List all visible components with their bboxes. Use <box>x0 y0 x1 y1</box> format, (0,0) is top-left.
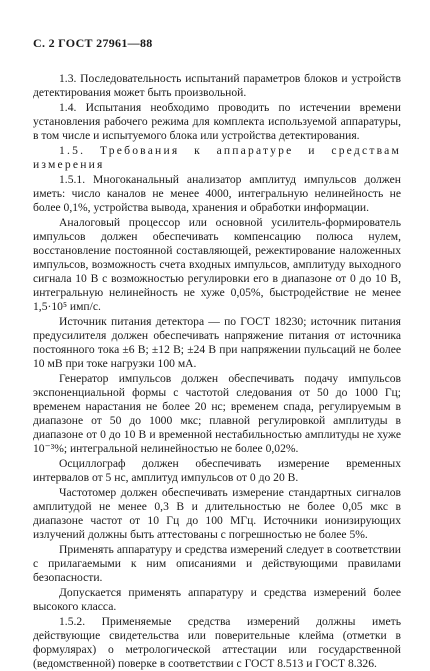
paragraph-1-3: 1.3. Последовательность испытаний параметров блоков и устройств детектирования может быть произвольной. <box>33 72 401 99</box>
page-header: С. 2 ГОСТ 27961—88 <box>33 36 153 50</box>
paragraph-higher-class: Допускается применять аппаратуру и средства измерений более высокого класса. <box>33 586 401 613</box>
paragraph-1-4: 1.4. Испытания необходимо проводить по истечении времени установления рабочего режима для комплекта используемой аппаратуры, в том числе и испытуемого блока или устройства детектирования. <box>33 101 401 142</box>
section-heading-1-5: 1.5. Требования к аппаратуре и средствам измерения <box>33 144 401 171</box>
paragraph-usage-rules: Применять аппаратуру и средства измерений следует в соответствии с прилагаемыми к ним описаниями и действующими правилами безопасности. <box>33 543 401 584</box>
paragraph-1-5-1: 1.5.1. Многоканальный анализатор амплитуд импульсов должен иметь: число каналов не менее 4000, интегральную нелинейность не более 0,1%, устройства вывода, хранения и обработки информации. <box>33 173 401 214</box>
paragraph-power-source: Источник питания детектора — по ГОСТ 18230; источник питания предусилителя должен обеспечивать напряжение питания от источника постоянного тока ±6 В; ±12 В; ±24 В при напряжении пульсаций не более 10 мВ при токе нагрузки 100 мА. <box>33 315 401 370</box>
paragraph-frequency-meter: Частотомер должен обеспечивать измерение стандартных сигналов амплитудой не менее 0,3 В и длительностью не более 0,05 мкс в диапазоне частот от 10 Гц до 100 МГц. Источники ионизирующих излучений должны быть аттестованы с погрешностью не более 5%. <box>33 486 401 541</box>
paragraph-pulse-generator: Генератор импульсов должен обеспечивать подачу импульсов экспоненциальной формы с частотой следования от 50 до 1000 Гц; временем нарастания не более 20 нс; временем спада, регулируемым в диапазоне от 50 до 1000 мкс; плавной регулировкой амплитуды в диапазоне от 0 до 10 В и временной нестабильностью амплитуды не хуже 10⁻³%; интегральной нелинейностью не более 0,02%. <box>33 372 401 455</box>
paragraph-1-5-2: 1.5.2. Применяемые средства измерений должны иметь действующие свидетельства или поверительные клейма (отметки в формулярах) о метрологической аттестации или государственной (ведомственной) поверке в соответствии с ГОСТ 8.513 и ГОСТ 8.326. <box>33 615 401 670</box>
paragraph-oscilloscope: Осциллограф должен обеспечивать измерение временных интервалов от 5 нс, амплитуд импульсов от 0 до 20 В. <box>33 457 401 484</box>
paragraph-analog-processor: Аналоговый процессор или основной усилитель-формирователь импульсов должен обеспечивать компенсацию полюса нулем, восстановление постоянной составляющей, режектирование наложенных импульсов, возможность счета входных импульсов, амплитуду выходного сигнала 10 В с возможностью регулировки его в диапазоне от 0 до 10 В, интегральную нелинейность не хуже 0,05%, быстродействие не менее 1,5·10⁵ имп/с. <box>33 216 401 313</box>
